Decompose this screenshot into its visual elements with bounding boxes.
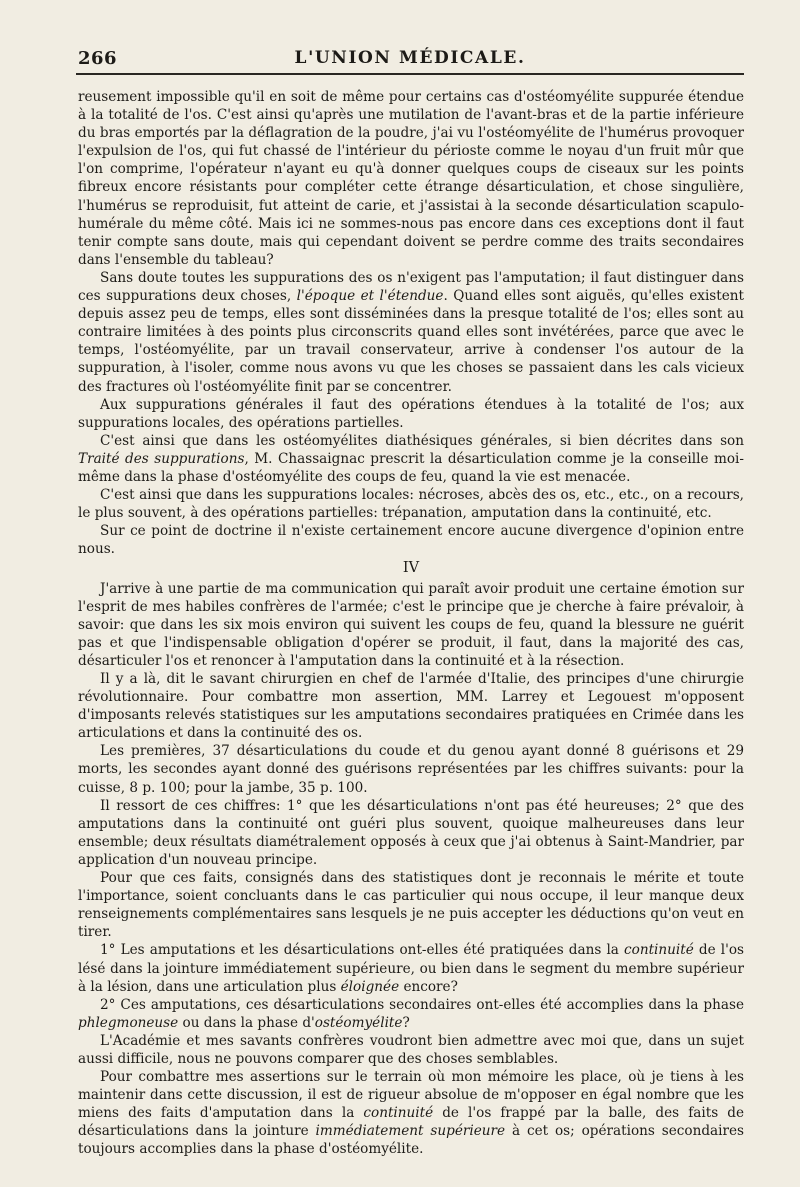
text-run: . Quand elles sont aiguës, qu'elles existent depuis assez peu de temps, elles sont disséminées dans la presque totalité de l'os; elles sont au contraire limitées à des points plus circonscrits quand elles sont invétérées, parce que avec le temps, l'ostéomyélite, par un travail conservateur, arrive à condenser l'os autour de la suppuration, à l'isoler, comme nous avons vu que les choses se passaient dans les cals vicieux des fractures où l'ostéomyélite finit par se concentrer. <box>78 288 744 395</box>
body-paragraph <box>78 1068 744 1158</box>
text-run: , M. Chassaignac prescrit la désarticulation comme je la conseille moi-même dans la phase d'ostéomyélite des coups de feu, quand la vie est menacée. <box>78 450 744 485</box>
text-run: Pour que ces faits, consignés dans des statistiques dont je reconnais le mérite et toute l'importance, soient concluants dans le cas particulier qui nous occupe, il leur manque deux renseignements complémentaires sans lesquels je ne puis accepter les déductions qu'on veut en tirer. <box>78 870 744 941</box>
text-run: IV <box>402 560 420 577</box>
text-run: L'Académie et mes savants confrères voudront bien admettre avec moi que, dans un sujet aussi difficile, nous ne pouvons comparer que des choses semblables. <box>78 1032 744 1067</box>
body-paragraph <box>78 1032 744 1068</box>
text-run: de l'os frappé par la balle, des faits de désarticulations dans la jointure <box>78 1105 745 1140</box>
body-paragraph <box>78 869 744 941</box>
text-run: reusement impossible qu'il en soit de même pour certains cas d'ostéomyélite suppurée étendue à la totalité de l'os. C'est ainsi qu'après une mutilation de l'avant-bras et de la partie inférieure du bras emportés par la déflagration de la poudre, j'ai vu l'ostéomyélite de l'humérus provoquer l'expulsion de l'os, qui fut chassé de l'intérieur du périoste comme le noyau d'un fruit mûr que l'on comprime, l'opérateur n'ayant eu qu'à donner quelques coups de ciseaux sur les points fibreux encore résistants pour compléter cette étrange désarticulation, et chose singulière, l'humérus se reproduisit, fut atteint de carie, et j'assistai à la seconde désarticulation scapulo-humérale du même côté. Mais ici ne sommes-nous pas encore dans ces exceptions dont il faut tenir compte sans doute, mais qui cependant doivent se perdre comme des traits secondaires dans l'ensemble du tableau? <box>78 89 744 268</box>
text-run: C'est ainsi que dans les ostéomyélites diathésiques générales, si bien décrites dans son <box>100 432 744 449</box>
text-run: Il ressort de ces chiffres: 1° que les désarticulations n'ont pas été heureuses; 2° que des amputations dans la continuité ont guéri plus souvent, quoique malheureuses dans leur ensemble; deux résultats diamétralement opposés à ceux que j'ai obtenus à Saint-Mandrier, par application d'un nouveau principe. <box>78 797 744 868</box>
body-paragraph <box>78 432 744 486</box>
text-run: Sur ce point de doctrine il n'existe certainement encore aucune divergence d'opinion entre nous. <box>78 523 744 558</box>
text-run: 2° Ces amputations, ces désarticulations secondaires ont-elles été accomplies dans la phase <box>100 996 744 1013</box>
text-run: encore? <box>399 978 458 995</box>
text-run: ? <box>402 1014 410 1031</box>
text-run: C'est ainsi que dans les suppurations locales: nécroses, abcès des os, etc., etc., on a recours, le plus souvent, à des opérations partielles: trépanation, amputation dans la continuité, etc. <box>78 487 744 522</box>
italic-text: phlegmoneuse <box>78 1014 179 1031</box>
page-header <box>76 44 744 72</box>
body-paragraph <box>78 996 744 1032</box>
text-run: ou dans la phase d' <box>178 1014 315 1031</box>
body-paragraph <box>78 522 744 558</box>
body-paragraph <box>78 396 744 432</box>
italic-text: ostéomyélite <box>314 1014 403 1031</box>
body-paragraph <box>78 88 744 269</box>
text-run: de l'os lésé dans la jointure immédiatement supérieure, ou bien dans le segment du membre supérieur à la lésion, dans une articulation plus <box>78 942 744 995</box>
body-paragraph <box>78 670 744 742</box>
text-run: Les premières, 37 désarticulations du coude et du genou ayant donné 8 guérisons et 29 morts, les secondes ayant donné des guérisons représentées par les chiffres suivants: pour la cuisse, 8 p. 100; pour la jambe, 35 p. 100. <box>78 743 744 796</box>
italic-text: continuité <box>624 942 694 959</box>
italic-text: immédiatement supérieure <box>315 1123 506 1140</box>
header-rule <box>76 73 744 75</box>
body-paragraph <box>78 941 744 995</box>
italic-text: continuité <box>363 1105 434 1122</box>
article-body <box>78 88 744 1159</box>
body-paragraph <box>78 580 744 670</box>
text-run: Pour combattre mes assertions sur le terrain où mon mémoire les place, où je tiens à les maintenir dans cette discussion, il est de rigueur absolue de m'opposer en égal nombre que les miens des faits d'amputation dans la <box>78 1069 744 1122</box>
text-run: Il y a là, dit le savant chirurgien en chef de l'armée d'Italie, des principes d'une chirurgie révolutionnaire. Pour combattre mon assertion, MM. Larrey et Legouest m'opposent d'imposants relevés statistiques sur les amputations secondaires pratiquées en Crimée dans les articulations et dans la continuité des os. <box>78 671 744 742</box>
text-run: J'arrive à une partie de ma communication qui paraît avoir produit une certaine émotion sur l'esprit de mes habiles confrères de l'armée; c'est le principe que je cherche à faire prévaloir, à savoir: que dans les six mois environ qui suivent les coups de feu, quand la blessure ne guérit pas et que l'indispensable obligation d'opérer se produit, il faut, dans la majorité des cas, désarticuler l'os et renoncer à l'amputation dans la continuité et à la résection. <box>78 580 744 669</box>
page-number: 266 <box>78 48 118 69</box>
italic-text: Traité des suppurations <box>78 450 245 467</box>
italic-text: l'époque et l'étendue <box>296 288 444 305</box>
text-run: Sans doute toutes les suppurations des os n'exigent pas l'amputation; il faut distinguer dans ces suppurations deux choses, <box>78 269 744 305</box>
running-title: L'UNION MÉDICALE. <box>294 48 526 68</box>
text-run: Aux suppurations générales il faut des opérations étendues à la totalité de l'os; aux suppurations locales, des opérations partielles. <box>78 396 744 431</box>
body-paragraph <box>78 269 744 396</box>
text-run: à cet os; opérations secondaires toujours accomplies dans la phase d'ostéomyélite. <box>78 1123 744 1158</box>
body-paragraph <box>78 797 744 869</box>
section-heading <box>78 559 744 577</box>
body-paragraph <box>78 742 744 796</box>
italic-text: éloignée <box>340 978 400 995</box>
body-paragraph <box>78 486 744 522</box>
text-run: 1° Les amputations et les désarticulations ont-elles été pratiquées dans la <box>100 942 625 959</box>
